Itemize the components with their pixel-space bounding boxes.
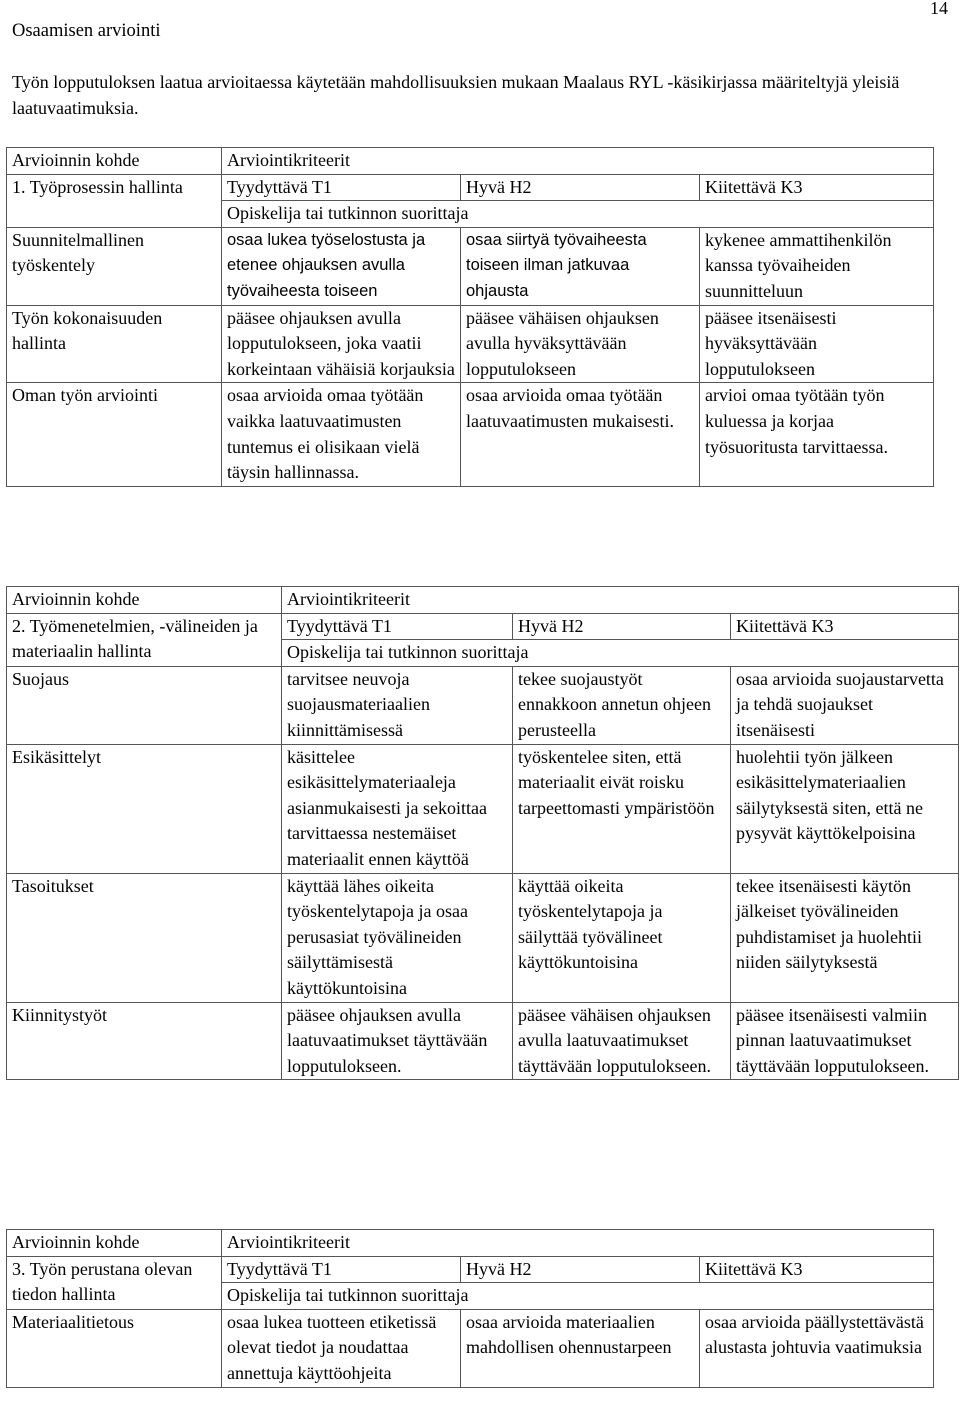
header-kohde: Arvioinnin kohde (7, 148, 222, 175)
criterion-k3: kykenee ammattihenkilön kanssa työvaiheiden suunnitteluun (700, 227, 934, 305)
table-header-row (7, 148, 934, 175)
subject-label: Opiskelija tai tutkinnon suorittaja (222, 1283, 934, 1310)
criterion-k3: huolehtii työn jälkeen esikäsittelymateriaalien säilytyksestä siten, että ne pysyvät käyttökelpoisina (731, 744, 959, 873)
header-kriteerit: Arviointikriteerit (222, 148, 934, 175)
header-kriteerit: Arviointikriteerit (282, 587, 959, 614)
page-heading: Osaamisen arviointi (12, 21, 161, 41)
criterion-k3: osaa arvioida päällystettävästä alustasta johtuvia vaatimuksia (700, 1309, 934, 1387)
table-row (7, 873, 959, 1002)
intro-paragraph: Työn lopputuloksen laatua arvioitaessa käytetään mahdollisuuksien mukaan Maalaus RYL -käsikirjassa määriteltyjä yleisiä laatuvaatimuksia. (12, 72, 900, 118)
table-levels-row (7, 1256, 934, 1283)
row-label: Materiaalitietous (7, 1309, 222, 1387)
subject-label: Opiskelija tai tutkinnon suorittaja (222, 201, 934, 228)
criterion-t1: pääsee ohjauksen avulla lopputulokseen, joka vaatii korkeintaan vähäisiä korjauksia (222, 305, 461, 383)
page-number: 14 (930, 0, 948, 18)
criterion-t1: osaa lukea tuotteen etiketissä olevat tiedot ja noudattaa annettuja käyttöohjeita (222, 1309, 461, 1387)
criterion-h2: osaa arvioida materiaalien mahdollisen ohennustarpeen (461, 1309, 700, 1387)
criterion-h2: osaa siirtyä työvaiheesta toiseen ilman jatkuvaa ohjausta (461, 227, 700, 305)
criterion-h2: työskentelee siten, että materiaalit eivät roisku tarpeettomasti ympäristöön (513, 744, 731, 873)
table-levels-row (7, 174, 934, 201)
table-row (7, 666, 959, 744)
criterion-t1: osaa arvioida omaa työtään vaikka laatuvaatimusten tuntemus ei olisikaan vielä täysin hallinnassa. (222, 383, 461, 486)
table-row (7, 1309, 934, 1387)
table-row (7, 305, 934, 383)
table-row (7, 1002, 959, 1080)
level-t1: Tyydyttävä T1 (222, 174, 461, 201)
level-k3: Kiitettävä K3 (700, 1256, 934, 1283)
row-label: Suunnitelmallinen työskentely (7, 227, 222, 305)
criterion-t1: käsittelee esikäsittelymateriaaleja asianmukaisesti ja sekoittaa tarvittaessa nestemäiset materiaalit ennen käyttöä (282, 744, 513, 873)
section-title: 1. Työprosessin hallinta (7, 174, 222, 227)
section-title: 2. Työmenetelmien, -välineiden ja materiaalin hallinta (7, 613, 282, 666)
table-levels-row (7, 613, 959, 640)
section-title: 3. Työn perustana olevan tiedon hallinta (7, 1256, 222, 1309)
row-label: Esikäsittelyt (7, 744, 282, 873)
level-k3: Kiitettävä K3 (700, 174, 934, 201)
table-row (7, 383, 934, 486)
header-kohde: Arvioinnin kohde (7, 587, 282, 614)
criterion-h2: tekee suojaustyöt ennakkoon annetun ohjeen perusteella (513, 666, 731, 744)
criterion-k3: osaa arvioida suojaustarvetta ja tehdä suojaukset itsenäisesti (731, 666, 959, 744)
criterion-k3: arvioi omaa työtään työn kuluessa ja korjaa työsuoritusta tarvittaessa. (700, 383, 934, 486)
row-label: Työn kokonaisuuden hallinta (7, 305, 222, 383)
criteria-table-1 (6, 147, 934, 487)
level-k3: Kiitettävä K3 (731, 613, 959, 640)
subject-label: Opiskelija tai tutkinnon suorittaja (282, 640, 959, 667)
criterion-k3: pääsee itsenäisesti hyväksyttävään lopputulokseen (700, 305, 934, 383)
criteria-table-3 (6, 1229, 934, 1388)
header-kohde: Arvioinnin kohde (7, 1230, 222, 1257)
criterion-h2: osaa arvioida omaa työtään laatuvaatimusten mukaisesti. (461, 383, 700, 486)
level-t1: Tyydyttävä T1 (282, 613, 513, 640)
header-kriteerit: Arviointikriteerit (222, 1230, 934, 1257)
criterion-t1: osaa lukea työselostusta ja etenee ohjauksen avulla työvaiheesta toiseen (222, 227, 461, 305)
row-label: Suojaus (7, 666, 282, 744)
row-label: Tasoitukset (7, 873, 282, 1002)
level-t1: Tyydyttävä T1 (222, 1256, 461, 1283)
level-h2: Hyvä H2 (513, 613, 731, 640)
criterion-t1: tarvitsee neuvoja suojausmateriaalien kiinnittämisessä (282, 666, 513, 744)
criterion-t1: käyttää lähes oikeita työskentelytapoja ja osaa perusasiat työvälineiden säilyttämisestä käyttökuntoisina (282, 873, 513, 1002)
table-header-row (7, 587, 959, 614)
criterion-k3: tekee itsenäisesti käytön jälkeiset työvälineiden puhdistamiset ja huolehtii niiden säilytyksestä (731, 873, 959, 1002)
criterion-h2: pääsee vähäisen ohjauksen avulla hyväksyttävään lopputulokseen (461, 305, 700, 383)
level-h2: Hyvä H2 (461, 1256, 700, 1283)
table-header-row (7, 1230, 934, 1257)
criteria-table-2 (6, 586, 959, 1080)
level-h2: Hyvä H2 (461, 174, 700, 201)
criterion-t1: pääsee ohjauksen avulla laatuvaatimukset täyttävään lopputulokseen. (282, 1002, 513, 1080)
row-label: Kiinnitystyöt (7, 1002, 282, 1080)
row-label: Oman työn arviointi (7, 383, 222, 486)
criterion-h2: pääsee vähäisen ohjauksen avulla laatuvaatimukset täyttävään lopputulokseen. (513, 1002, 731, 1080)
table-row (7, 227, 934, 305)
table-row (7, 744, 959, 873)
criterion-k3: pääsee itsenäisesti valmiin pinnan laatuvaatimukset täyttävään lopputulokseen. (731, 1002, 959, 1080)
criterion-h2: käyttää oikeita työskentelytapoja ja säilyttää työvälineet käyttökuntoisina (513, 873, 731, 1002)
